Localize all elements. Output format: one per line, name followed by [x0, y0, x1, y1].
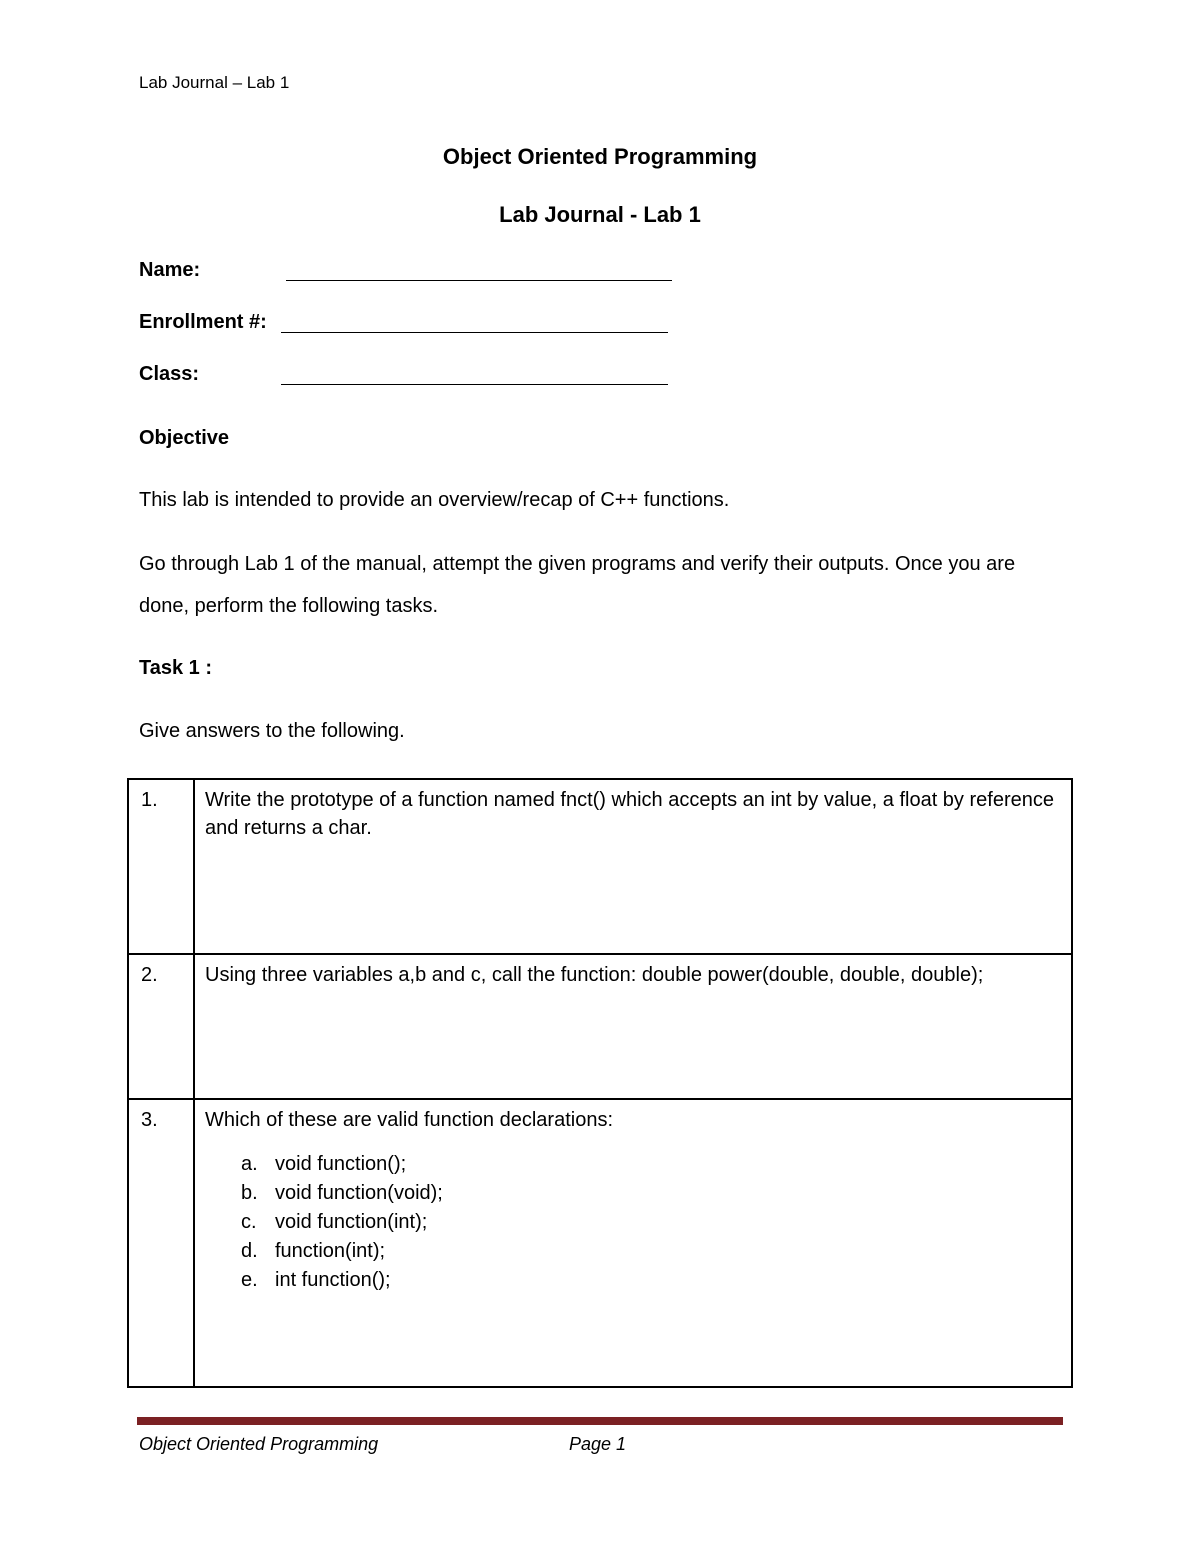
option-text: void function(void); — [275, 1182, 443, 1204]
questions-table — [127, 778, 1073, 1388]
document-subtitle: Lab Journal - Lab 1 — [499, 202, 701, 227]
enrollment-label: Enrollment #: — [139, 311, 267, 333]
question-text: Which of these are valid function declarations: — [205, 1109, 613, 1131]
class-field-line — [281, 384, 668, 385]
table-row — [128, 779, 1072, 954]
list-item — [205, 1266, 1061, 1295]
question-number: 1. — [128, 779, 194, 954]
document-title: Object Oriented Programming — [442, 144, 758, 169]
table-row — [128, 954, 1072, 1099]
footer-divider — [137, 1417, 1063, 1425]
table-row — [128, 1099, 1072, 1387]
footer-course-title: Object Oriented Programming — [139, 1434, 379, 1454]
option-letter: d. — [241, 1240, 258, 1262]
objective-text: This lab is intended to provide an overview/recap of C++ functions. — [139, 489, 730, 511]
question-number: 3. — [128, 1099, 194, 1387]
footer-page-number: Page 1 — [569, 1434, 627, 1454]
option-letter: a. — [241, 1153, 258, 1175]
option-text: void function(int); — [275, 1211, 428, 1233]
task-heading: Task 1 : — [139, 657, 212, 679]
options-list — [205, 1150, 1061, 1295]
question-cell — [194, 1099, 1072, 1387]
objective-heading: Objective — [139, 427, 230, 449]
list-item — [205, 1179, 1061, 1208]
question-text: Using three variables a,b and c, call the function: double power(double, double, double); — [194, 954, 1072, 1099]
enrollment-field-line — [281, 332, 668, 333]
name-field-line — [286, 280, 672, 281]
list-item — [205, 1237, 1061, 1266]
option-text: int function(); — [275, 1269, 391, 1291]
list-item — [205, 1150, 1061, 1179]
option-text: void function(); — [275, 1153, 407, 1175]
name-label: Name: — [139, 259, 201, 281]
page-header: Lab Journal – Lab 1 — [139, 73, 290, 92]
option-text: function(int); — [275, 1240, 386, 1262]
task-intro: Give answers to the following. — [139, 720, 405, 742]
question-number: 2. — [128, 954, 194, 1099]
option-letter: e. — [241, 1269, 258, 1291]
option-letter: c. — [241, 1211, 257, 1233]
option-letter: b. — [241, 1182, 258, 1204]
question-text: Write the prototype of a function named fnct() which accepts an int by value, a float by reference and returns a char. — [194, 779, 1072, 954]
list-item — [205, 1208, 1061, 1237]
instructions-text: Go through Lab 1 of the manual, attempt the given programs and verify their outputs. Once you are done, perform the following tasks. — [139, 553, 1016, 617]
class-label: Class: — [139, 363, 200, 385]
